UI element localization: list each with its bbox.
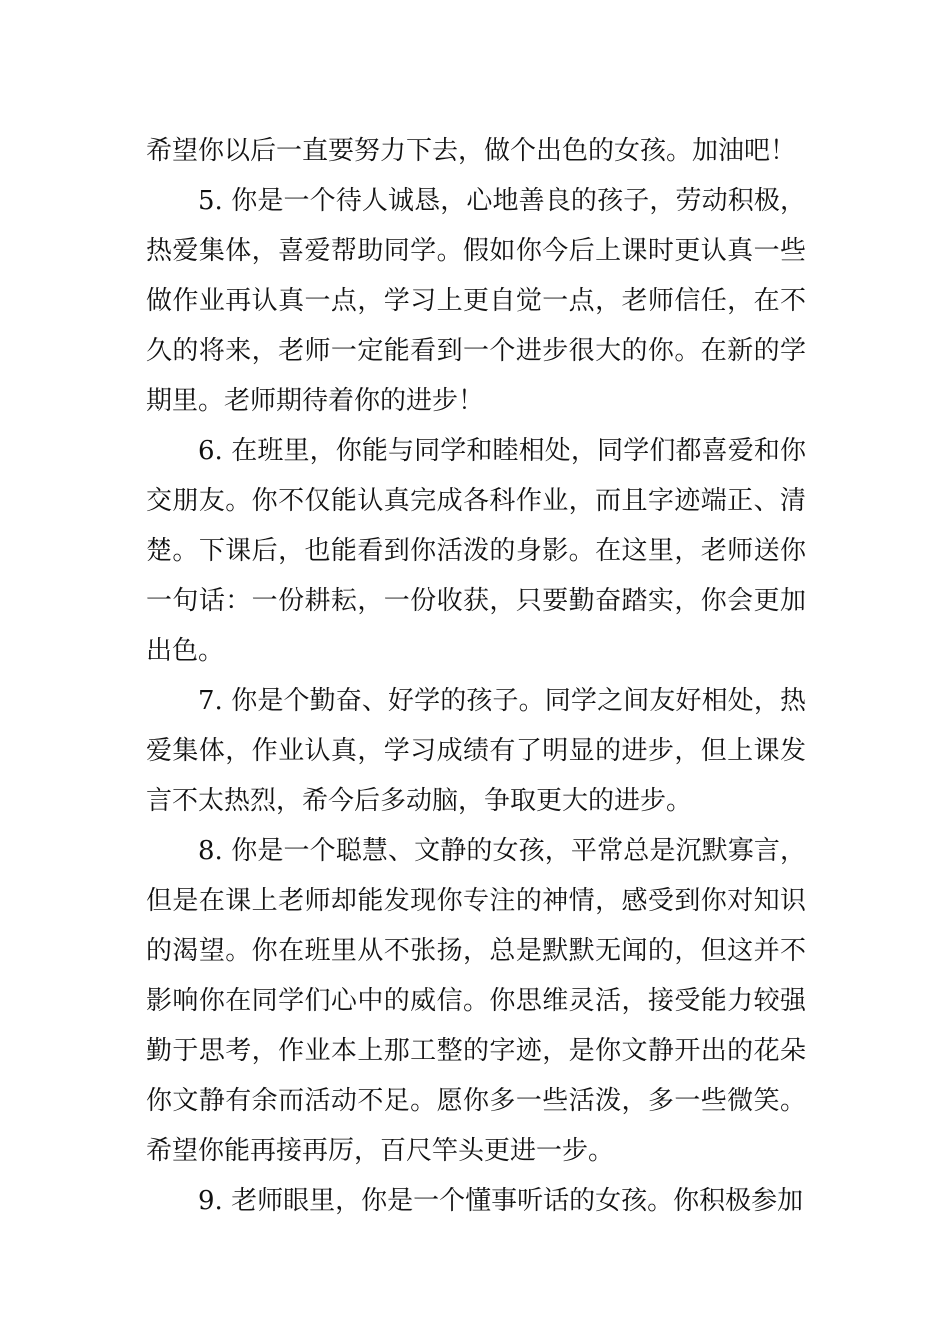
paragraph-number: 7.: [198, 686, 223, 716]
paragraph-6: [146, 426, 806, 676]
paragraph-number: 6.: [198, 436, 223, 466]
paragraph-7: [146, 676, 806, 826]
paragraph-5: [146, 176, 806, 426]
paragraph-text: 在班里，你能与同学和睦相处，同学们都喜爱和你交朋友。你不仅能认真完成各科作业，而且字迹端正、清楚。下课后，也能看到你活泼的身影。在这里，老师送你一句话：一份耕耘，一份收获，只要勤奋踏实，你会更加出色。: [146, 436, 806, 666]
paragraph-number: 9.: [198, 1186, 223, 1216]
paragraph-number: 5.: [198, 186, 223, 216]
paragraph-text: 你是个勤奋、好学的孩子。同学之间友好相处，热爱集体，作业认真，学习成绩有了明显的进步，但上课发言不太热烈，希今后多动脑，争取更大的进步。: [146, 686, 806, 816]
paragraph-number: 8.: [198, 836, 223, 866]
paragraph-text: 你是一个待人诚恳，心地善良的孩子，劳动积极，热爱集体，喜爱帮助同学。假如你今后上课时更认真一些做作业再认真一点，学习上更自觉一点，老师信任，在不久的将来，老师一定能看到一个进步很大的你。在新的学期里。老师期待着你的进步！: [146, 186, 806, 416]
document-body: [146, 126, 806, 1226]
paragraph-text: 老师眼里，你是一个懂事听话的女孩。你积极参加: [222, 1186, 804, 1216]
paragraph-continuation: [146, 126, 806, 176]
paragraph-text: 你是一个聪慧、文静的女孩，平常总是沉默寡言，但是在课上老师却能发现你专注的神情，感受到你对知识的渴望。你在班里从不张扬，总是默默无闻的，但这并不影响你在同学们心中的威信。你思维灵活，接受能力较强勤于思考，作业本上那工整的字迹，是你文静开出的花朵你文静有余而活动不足。愿你多一些活泼，多一些微笑。希望你能再接再厉，百尺竿头更进一步。: [146, 836, 806, 1166]
paragraph-9: [146, 1176, 806, 1226]
paragraph-text: 希望你以后一直要努力下去，做个出色的女孩。加油吧！: [146, 136, 797, 166]
paragraph-8: [146, 826, 806, 1176]
